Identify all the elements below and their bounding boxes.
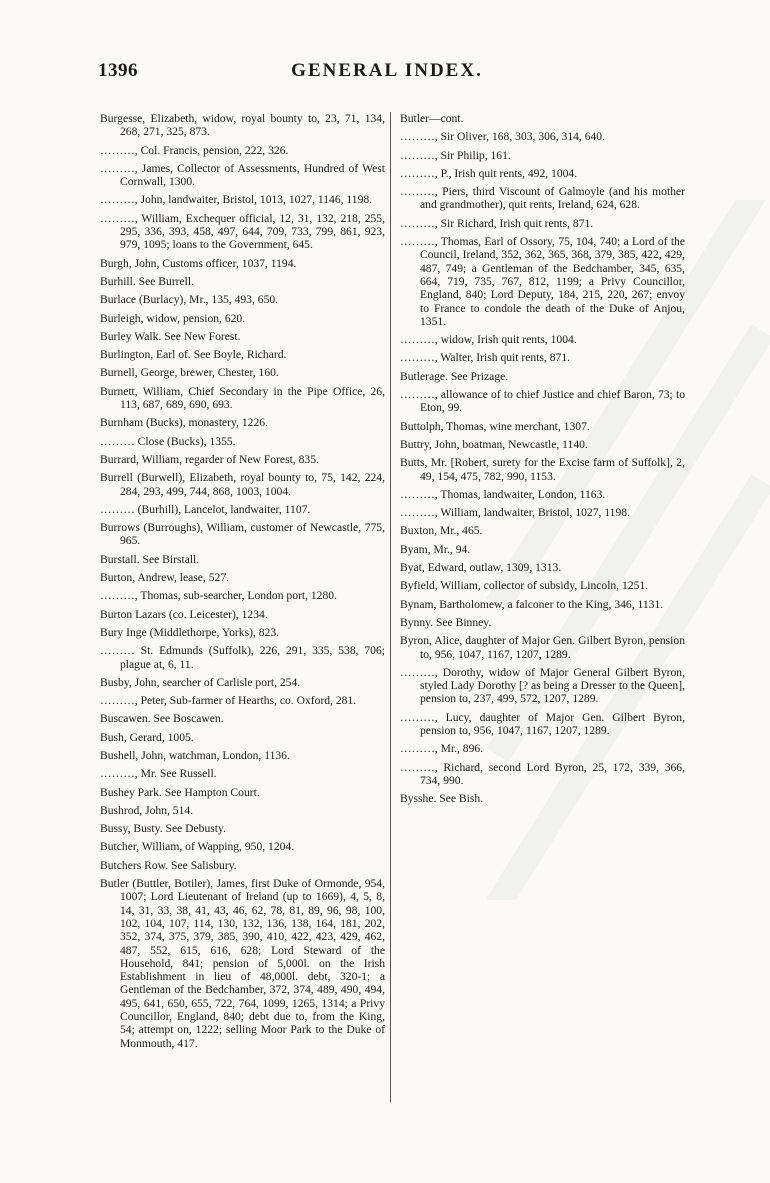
index-entry: Burton Lazars (co. Leicester), 1234. (100, 607, 268, 621)
index-entry: Bush, Gerard, 1005. (100, 730, 194, 744)
index-entry: ………, Peter, Sub-farmer of Hearths, co. Oxford, 281. (100, 694, 357, 708)
index-entry: ………, Sir Richard, Irish quit rents, 871. (400, 216, 594, 230)
page-header (98, 60, 676, 86)
index-entry: Byat, Edward, outlaw, 1309, 1313. (400, 561, 562, 575)
index-entry: Burlington, Earl of. See Boyle, Richard. (100, 348, 287, 362)
index-entry: ………, Thomas, sub-searcher, London port, 1280. (100, 589, 337, 603)
index-entry: Bushey Park. See Hampton Court. (100, 785, 260, 799)
index-entry: Buttry, John, boatman, Newcastle, 1140. (400, 437, 588, 451)
running-title: GENERAL INDEX. (291, 60, 483, 81)
index-entry: ………, Mr. See Russell. (100, 767, 217, 781)
index-entry: ………, William, Exchequer official, 12, 31, 132, 218, 255, 295, 336, 393, 458, 497, 644, 709, 733, 799, 861, 923, 979, 1095; loans to the Government, 645. (100, 211, 385, 252)
index-entry: ……… St. Edmunds (Suffolk), 226, 291, 335, 538, 706; plague at, 6, 11. (100, 644, 385, 671)
index-entry: ………, Dorothy, widow of Major General Gilbert Byron, styled Lady Dorothy [? as being a Dresser to the Queen], pension to, 237, 499, 572, 1207, 1289. (400, 665, 685, 706)
index-entry: ………, Richard, second Lord Byron, 25, 172, 339, 366, 734, 990. (400, 760, 685, 787)
index-entry: Bynny. See Binney. (400, 615, 492, 629)
index-entry: ………, Thomas, landwaiter, London, 1163. (400, 487, 606, 501)
index-entry: ………, Sir Philip, 161. (400, 148, 511, 162)
index-entry: Burrard, William, regarder of New Forest, 835. (100, 452, 319, 466)
index-entry: ………, Piers, third Viscount of Galmoyle (and his mother and grandmother), quit rents, Ireland, 624, 628. (400, 185, 685, 212)
index-entry: Burgh, John, Customs officer, 1037, 1194. (100, 256, 297, 270)
index-entry: ………, P., Irish quit rents, 492, 1004. (400, 166, 578, 180)
index-entry: ………, Lucy, daughter of Major Gen. Gilbert Byron, pension to, 956, 1047, 1167, 1207, 1289. (400, 710, 685, 737)
index-entry: Bynam, Bartholomew, a falconer to the King, 346, 1131. (400, 597, 664, 611)
index-entry: ………, Thomas, Earl of Ossory, 75, 104, 740; a Lord of the Council, Ireland, 352, 362, 365, 368, 379, 385, 422, 429, 487, 749; a Gentleman of the Bedchamber, 345, 635, 664, 719, 735, 767, 812, 1199; a Privy Councillor, England, 840; Lord Deputy, 184, 215, 220, 267; envoy to France to condole the death of the Duke of Anjou, 1351. (400, 235, 685, 328)
index-entry: ………, John, landwaiter, Bristol, 1013, 1027, 1146, 1198. (100, 193, 373, 207)
index-entry: Burleigh, widow, pension, 620. (100, 311, 246, 325)
index-entry: ………, widow, Irish quit rents, 1004. (400, 333, 577, 347)
index-entry: Burnett, William, Chief Secondary in the Pipe Office, 26, 113, 687, 689, 690, 693. (100, 384, 385, 412)
index-entry: Byam, Mr., 94. (400, 542, 471, 556)
index-entry: Busby, John, searcher of Carlisle port, 254. (100, 675, 301, 689)
index-entry: Bushrod, John, 514. (100, 803, 194, 817)
index-entry: Bussy, Busty. See Debusty. (100, 822, 226, 836)
index-entry: Burnham (Bucks), monastery, 1226. (100, 416, 268, 430)
index-entry: Burley Walk. See New Forest. (100, 329, 241, 343)
column-divider (390, 112, 391, 1102)
index-entry: ………, allowance of to chief Justice and chief Baron, 73; to Eton, 99. (400, 388, 685, 415)
index-entry: Bysshe. See Bish. (400, 792, 484, 806)
index-entry: Burstall. See Birstall. (100, 552, 200, 566)
index-entry: Butlerage. See Prizage. (400, 369, 509, 383)
index-entry: Butcher, William, of Wapping, 950, 1204. (100, 840, 295, 854)
index-entry: Burgesse, Elizabeth, widow, royal bounty to, 23, 71, 134, 268, 271, 325, 873. (100, 112, 385, 139)
index-entry: ………, Mr., 896. (400, 742, 484, 756)
index-entry: ………, Sir Oliver, 168, 303, 306, 314, 640. (400, 130, 605, 144)
index-entry: Bushell, John, watchman, London, 1136. (100, 748, 290, 762)
index-entry: Butts, Mr. [Robert, surety for the Excise farm of Suffolk], 2, 49, 154, 475, 782, 990, 1153. (400, 456, 685, 483)
index-entry: Butler (Buttler, Botiler), James, first Duke of Ormonde, 954, 1007; Lord Lieutenant of Ireland (up to 1669), 4, 5, 8, 14, 31, 33, 38, 41, 43, 46, 62, 78, 81, 89, 96, 98, 100, 102, 104, 107, 114, 130, 132, 136, 138, 164, 181, 202, 352, 374, 375, 379, 385, 390, 410, 422, 423, 429, 462, 487, 552, 615, 616, 628; Lord Steward of the Household, 841; pension of 5,000l. on the Irish Establishment in lieu of 48,000l. debt, 320-1; a Gentleman of the Bedchamber, 372, 374, 489, 490, 494, 495, 641, 650, 655, 722, 764, 1099, 1265, 1314; a Privy Councillor, England, 840; debt due to, from the King, 54; attempt on, 1222; selling Moor Park to the Duke of Monmouth, 417. (100, 877, 385, 1050)
index-entry: Burton, Andrew, lease, 527. (100, 571, 230, 585)
index-entry: Butchers Row. See Salisbury. (100, 858, 237, 872)
index-entry: Burhill. See Burrell. (100, 274, 195, 288)
index-entry: Buttolph, Thomas, wine merchant, 1307. (400, 419, 590, 433)
right-column (400, 112, 685, 810)
index-entry: ………, Col. Francis, pension, 222, 326. (100, 143, 289, 157)
index-entry: Burnell, George, brewer, Chester, 160. (100, 366, 279, 380)
index-entry: ………, Walter, Irish quit rents, 871. (400, 351, 571, 365)
page-number: 1396 (98, 60, 138, 81)
index-columns (100, 112, 685, 1112)
index-entry: Buxton, Mr., 465. (400, 524, 483, 538)
index-entry: Burrows (Burroughs), William, customer of Newcastle, 775, 965. (100, 521, 385, 548)
index-entry: Byron, Alice, daughter of Major Gen. Gilbert Byron, pension to, 956, 1047, 1167, 1207, 1289. (400, 634, 685, 661)
index-entry: Burrell (Burwell), Elizabeth, royal bounty to, 75, 142, 224, 284, 293, 499, 744, 868, 1003, 1004. (100, 471, 385, 498)
index-entry: ………, James, Collector of Assessments, Hundred of West Cornwall, 1300. (100, 161, 385, 189)
index-entry: ………, William, landwaiter, Bristol, 1027, 1198. (400, 506, 630, 520)
index-entry: Bury Inge (Middlethorpe, Yorks), 823. (100, 625, 280, 639)
left-column (100, 112, 385, 1055)
index-entry: ……… (Burhill), Lancelot, landwaiter, 1107. (100, 502, 311, 516)
index-entry: Buscawen. See Boscawen. (100, 712, 224, 726)
index-entry: Byfield, William, collector of subsidy, Lincoln, 1251. (400, 579, 649, 593)
index-entry: Burlace (Burlacy), Mr., 135, 493, 650. (100, 293, 279, 307)
index-entry: Butler—cont. (400, 112, 464, 125)
index-entry: ……… Close (Bucks), 1355. (100, 434, 236, 448)
